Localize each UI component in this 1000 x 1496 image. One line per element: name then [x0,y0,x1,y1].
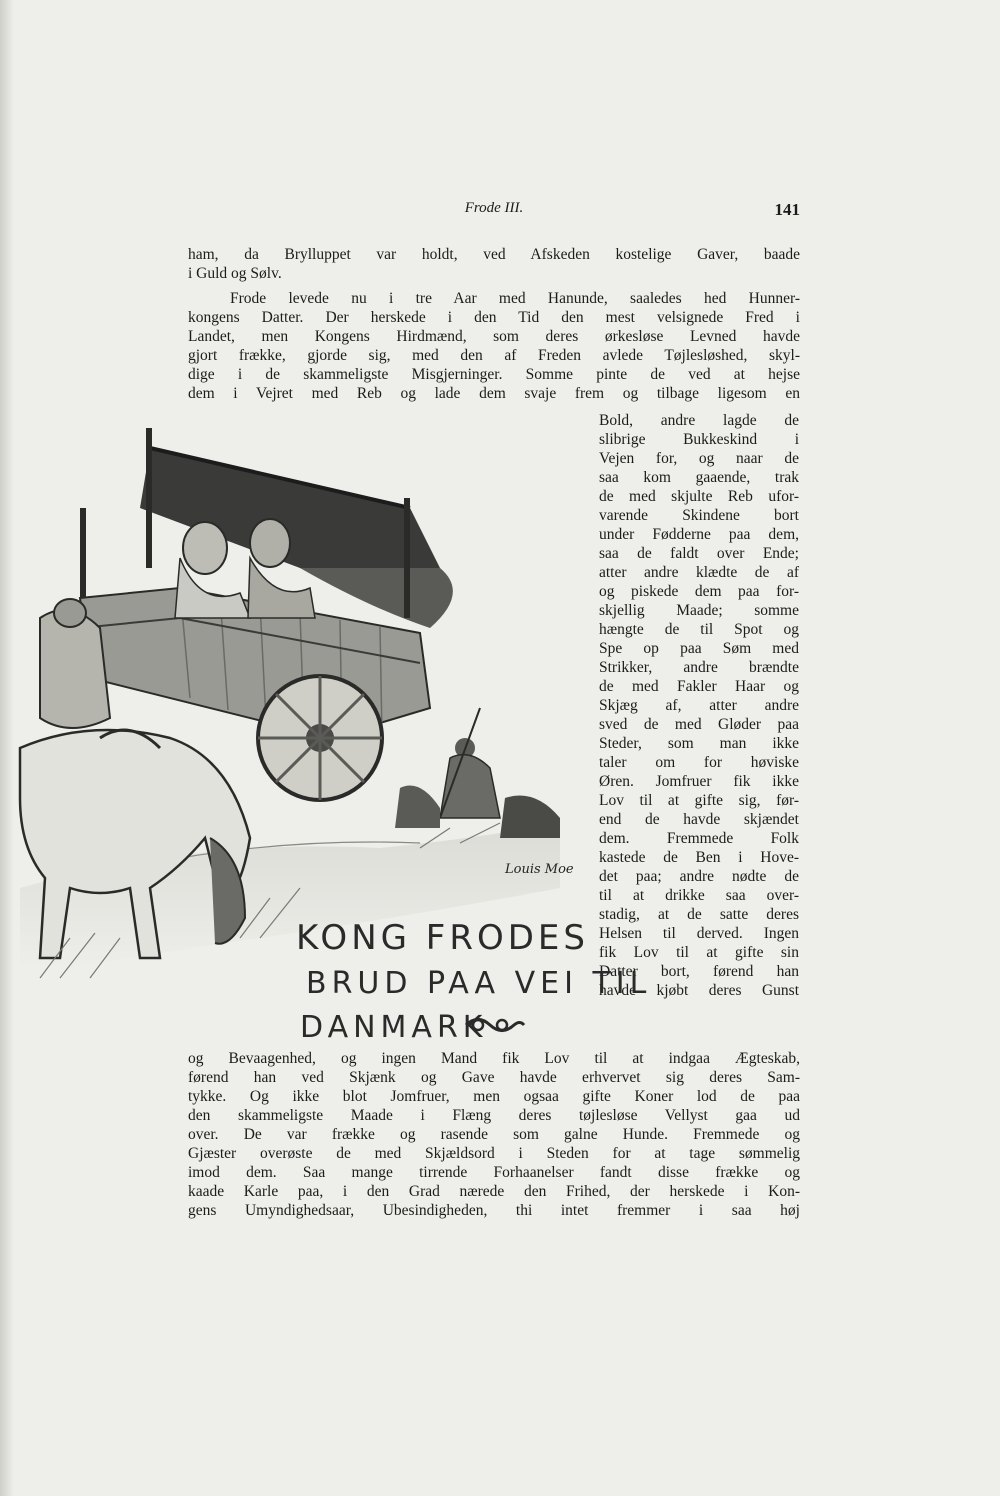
text-line: saa kom gaaende, trak [599,469,799,486]
text-line: saa de faldt over Ende; [599,545,799,562]
text-line: Øren. Jomfruer fik ikke [599,773,799,790]
text-line: Bold, andre lagde de [599,412,799,429]
text-line: dige i de skammeligste Misgjerninger. Somme pinte de ved at hejse [188,366,800,383]
text-line: førend han ved Skjænk og Gave havde erhvervet sig deres Sam- [188,1069,800,1086]
text-line: fik Lov til at gifte sin [599,944,799,961]
caption-line-3: DANMARK [300,1010,488,1045]
text-line: Frode levede nu i tre Aar med Hanunde, saaledes hed Hunner- [230,290,800,307]
text-line: Helsen til derved. Ingen [599,925,799,942]
text-line: ham, da Brylluppet var holdt, ved Afskeden kostelige Gaver, baade [188,246,800,263]
flourish-ornament-icon [462,1014,526,1036]
running-title: Frode III. [464,200,524,216]
text-line: slibrige Bukkeskind i [599,431,799,448]
text-line: kastede de Ben i Hove- [599,849,799,866]
text-line: kongens Datter. Der herskede i den Tid den mest velsignede Fred i [188,309,800,326]
text-line: Vejen for, og naar de [599,450,799,467]
text-line: Landet, men Kongens Hirdmænd, som deres ørkesløse Levned havde [188,328,800,345]
text-line: tykke. Og ikke blot Jomfruer, men ogsaa gifte Koner lod de paa [188,1088,800,1105]
text-line: til at drikke saa over- [599,887,799,904]
caption-line-2: BRUD PAA VEI TIL [306,966,652,1001]
text-line: de med Fakler Haar og [599,678,799,695]
text-line: de med skjulte Reb ufor- [599,488,799,505]
caption-line-1: KONG FRODES [296,918,589,958]
text-line: over. De var frække og rasende som galne Hunde. Fremmede og [188,1126,800,1143]
text-line: under Fødderne paa dem, [599,526,799,543]
text-line: Lov til at gifte sig, før- [599,792,799,809]
wagon-drawing [0,418,590,1058]
page-number: 141 [774,200,800,219]
text-line: gjort frække, gjorde sig, med den af Freden avlede Tøjlesløshed, skyl- [188,347,800,364]
text-line: atter andre klædte de af [599,564,799,581]
text-line: og Bevaagenhed, og ingen Mand fik Lov til at indgaa Ægteskab, [188,1050,800,1067]
text-line: den skammeligste Maade i Flæng deres tøjlesløse Vellyst gaa ud [188,1107,800,1124]
text-line: Skjæg af, atter andre [599,697,799,714]
wagon-illustration [0,418,590,1058]
text-line: gens Umyndighedsaar, Ubesindigheden, thi intet fremmer i saa høj [188,1202,800,1219]
text-line: Spe op paa Søm med [599,640,799,657]
text-line: havde kjøbt deres Gunst [599,982,799,999]
page-header [188,200,800,226]
text-line: Datter bort, førend han [599,963,799,980]
text-line: taler om for høviske [599,754,799,771]
text-line: i Guld og Sølv. [188,265,282,282]
text-line: og piskede dem paa for- [599,583,799,600]
text-line: hængte de til Spot og [599,621,799,638]
text-line: varende Skindene bort [599,507,799,524]
text-line: Gjæster overøste de med Skjældsord i Steden for at tage sømmelig [188,1145,800,1162]
artist-signature: Louis Moe [505,862,574,877]
text-line: imod dem. Saa mange tirrende Forhaanelser fandt disse frække og [188,1164,800,1181]
text-line: dem i Vejret med Reb og lade dem svaje frem og tilbage ligesom en [188,385,800,402]
text-line: Strikker, andre brændte [599,659,799,676]
text-line: det paa; andre nødte de [599,868,799,885]
text-line: stadig, at de satte deres [599,906,799,923]
text-line: skjellig Maade; somme [599,602,799,619]
text-line: Steder, som man ikke [599,735,799,752]
text-line: end de havde skjændet [599,811,799,828]
text-line: kaade Karle paa, i den Grad nærede den Frihed, der herskede i Kon- [188,1183,800,1200]
text-line: dem. Fremmede Folk [599,830,799,847]
text-line: sved de med Gløder paa [599,716,799,733]
